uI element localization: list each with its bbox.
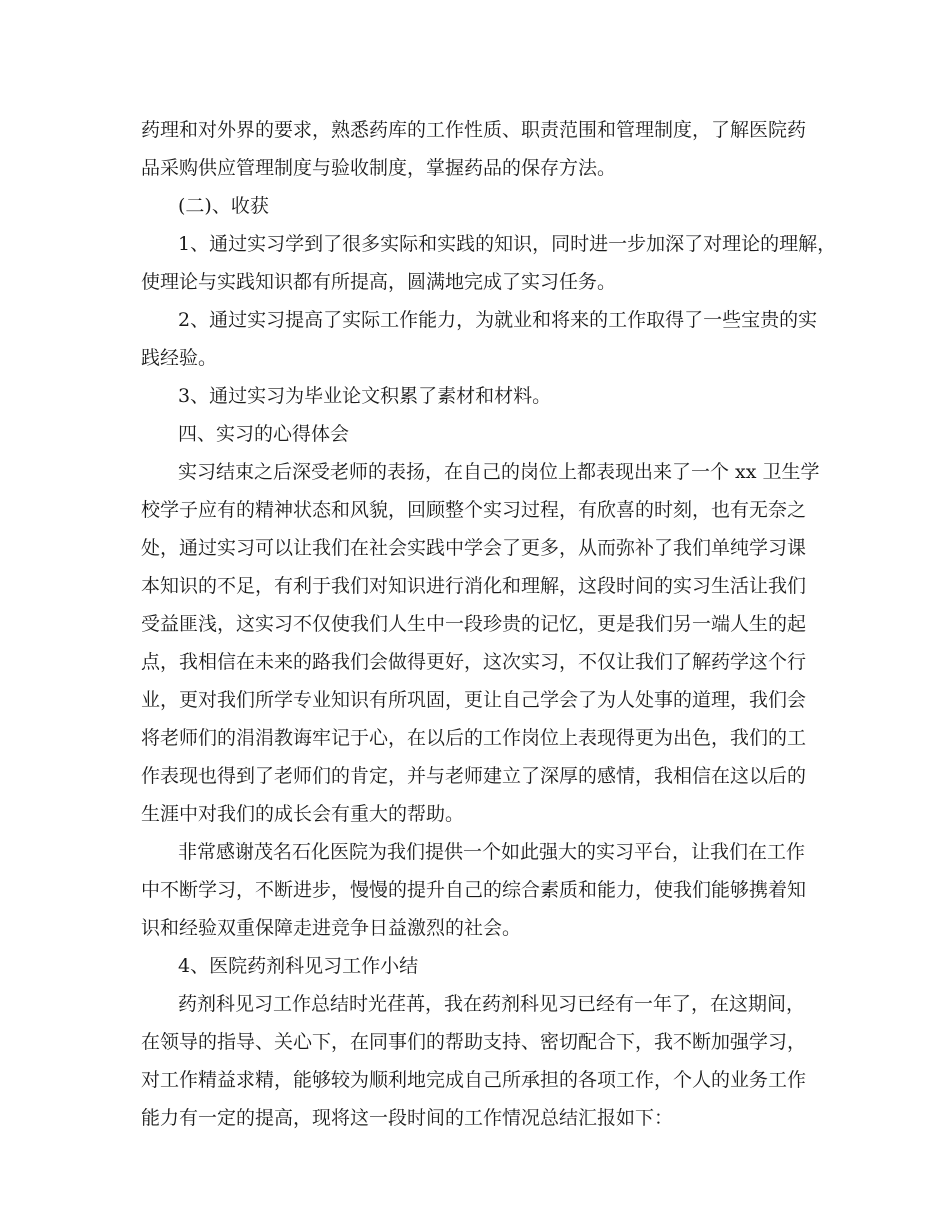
text-line: 非常感谢茂名石化医院为我们提供一个如此强大的实习平台，让我们在工作 [178,841,806,863]
text-line: 品采购供应管理制度与验收制度，掌握药品的保存方法。 [141,157,617,179]
text-line: 识和经验双重保障走进竞争日益激烈的社会。 [141,917,522,939]
text-line: 药剂科见习工作总结时光荏苒，我在药剂科见习已经有一年了，在这期间， [178,993,806,1015]
text-line: 使理论与实践知识都有所提高，圆满地完成了实习任务。 [141,271,617,293]
text-line: 点，我相信在未来的路我们会做得更好，这次实习，不仅让我们了解药学这个行 [141,651,807,673]
text-line: 业，更对我们所学专业知识有所巩固，更让自己学会了为人处事的道理，我们会 [141,689,807,711]
text-line: 将老师们的涓涓教诲牢记于心，在以后的工作岗位上表现得更为出色，我们的工 [141,727,807,749]
text-line: 处，通过实习可以让我们在社会实践中学会了更多，从而弥补了我们单纯学习课 [141,537,807,559]
text-line: 作表现也得到了老师们的肯定，并与老师建立了深厚的感情，我相信在这以后的 [141,765,807,787]
text-line: 对工作精益求精，能够较为顺利地完成自己所承担的各项工作，个人的业务工作 [141,1069,807,1091]
text-line: 中不断学习，不断进步，慢慢的提升自己的综合素质和能力，使我们能够携着知 [141,879,807,901]
text-line: 实习结束之后深受老师的表扬，在自己的岗位上都表现出来了一个 xx 卫生学 [178,461,820,483]
text-line: 校学子应有的精神状态和风貌，回顾整个实习过程，有欣喜的时刻，也有无奈之 [141,499,807,521]
text-line: 1、通过实习学到了很多实际和实践的知识，同时进一步加深了对理论的理解， [178,233,837,255]
text-line: 2、通过实习提高了实际工作能力，为就业和将来的工作取得了一些宝贵的实 [178,309,818,331]
text-line: 能力有一定的提高，现将这一段时间的工作情况总结汇报如下： [141,1107,674,1129]
text-line: 在领导的指导、关心下，在同事们的帮助支持、密切配合下，我不断加强学习， [141,1031,807,1053]
text-line: 受益匪浅，这实习不仅使我们人生中一段珍贵的记忆，更是我们另一端人生的起 [141,613,807,635]
text-line: 生涯中对我们的成长会有重大的帮助。 [141,803,465,825]
text-line: 践经验。 [141,347,218,369]
section-heading: 4、医院药剂科见习工作小结 [178,955,419,977]
section-heading: (二)、收获 [178,195,269,217]
text-line: 药理和对外界的要求，熟悉药库的工作性质、职责范围和管理制度，了解医院药 [141,119,807,141]
section-heading: 四、实习的心得体会 [178,423,350,445]
text-line: 3、通过实习为毕业论文积累了素材和材料。 [178,385,552,407]
text-line: 本知识的不足，有利于我们对知识进行消化和理解，这段时间的实习生活让我们 [141,575,807,597]
